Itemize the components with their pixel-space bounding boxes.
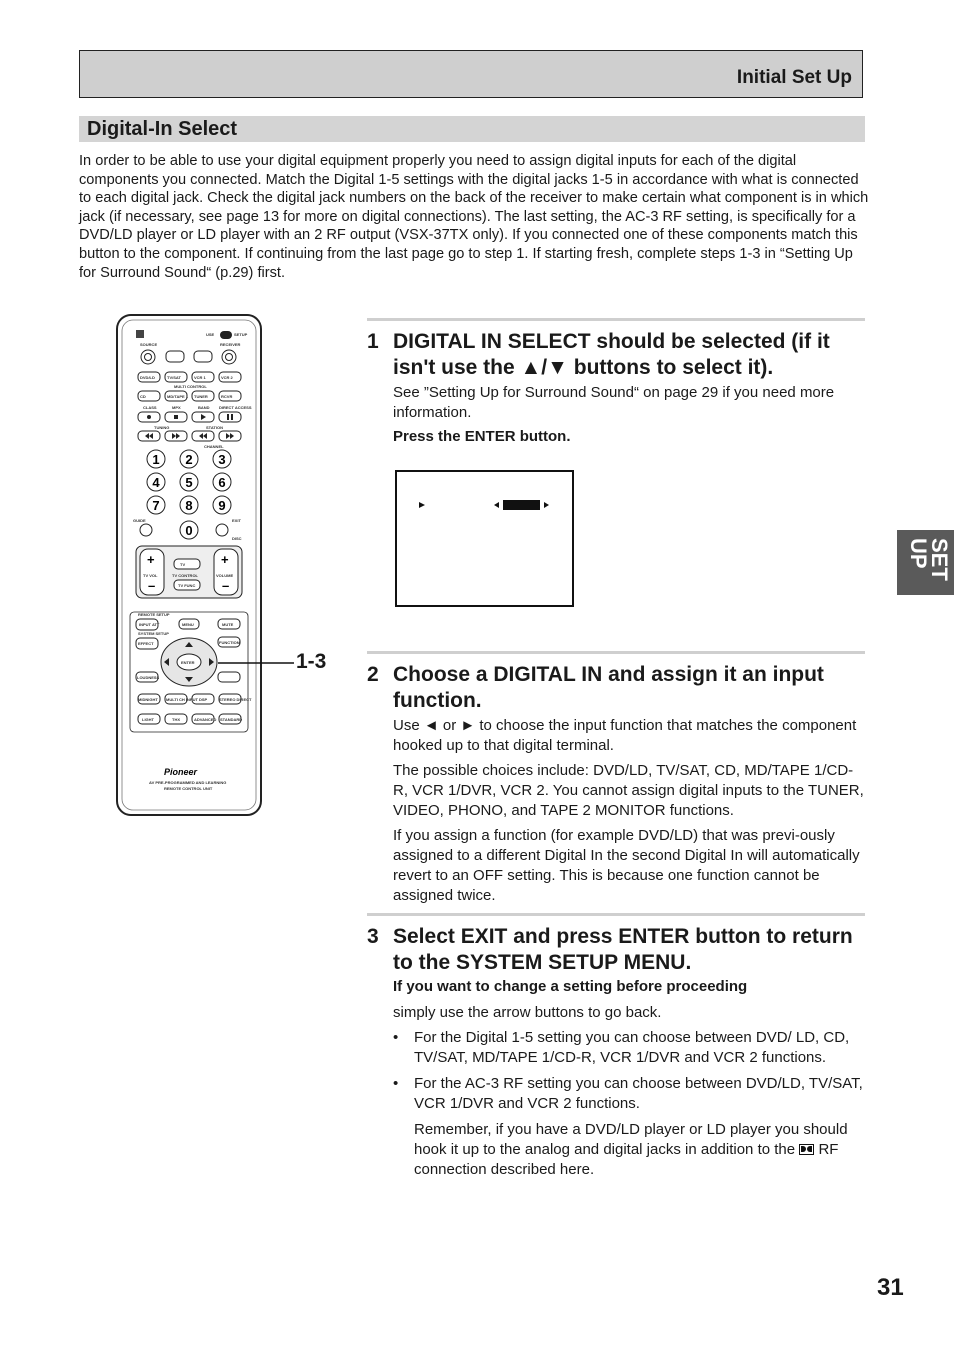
remote-label-standard: STANDARD [220, 717, 243, 722]
step1-number: 1 [367, 330, 379, 353]
remote-label-tuning: TUNING [154, 425, 170, 430]
remote-label-setup: SETUP [234, 332, 248, 337]
svg-text:+: + [147, 552, 155, 567]
digit-label: 2 [185, 452, 193, 467]
remote-label-disc: DISC [232, 536, 242, 541]
step1-rule [367, 318, 865, 321]
header-bar [79, 50, 863, 98]
remote-label-class: CLASS [143, 405, 157, 410]
remote-label-volume: VOLUME [216, 573, 234, 578]
remote-label-mpx: MPX [172, 405, 181, 410]
step3-heading: Select EXIT and press ENTER button to return to the SYSTEM SETUP MENU. [393, 925, 853, 974]
remote-label-menu: MENU [182, 622, 194, 627]
remote-label-system-setup: SYSTEM SETUP [138, 631, 169, 636]
step1-heading: DIGITAL IN SELECT should be selected (if it isn't use the ▲/▼ buttons to select it). [393, 330, 830, 379]
remote-label-band: BAND [198, 405, 210, 410]
digit-label: 0 [185, 523, 193, 538]
step3-text: simply use the arrow buttons to go back. [393, 1004, 662, 1021]
remote-caption-line2: REMOTE CONTROL UNIT [164, 786, 213, 791]
side-tab-label: SET UP [906, 538, 952, 581]
svg-text:+: + [221, 552, 229, 567]
step2-heading: Choose a DIGITAL IN and assign it an input function. [393, 663, 824, 712]
callout-label: 1-3 [296, 650, 327, 673]
function-button-label: TUNER [194, 394, 208, 399]
section-side-tab [897, 530, 954, 595]
brand-logo: Pioneer [164, 767, 198, 777]
page-number: 31 [877, 1274, 904, 1301]
direction-pad[interactable] [161, 638, 217, 686]
section-title: Digital-In Select [87, 118, 238, 140]
remote-label-station: STATION [206, 425, 223, 430]
remote-label-tv-func: TV FUNC [178, 583, 196, 588]
step2-paragraph-2: The possible choices include: DVD/LD, TV/SAT, CD, MD/TAPE 1/CD-R, VCR 1/DVR, VCR 2. You cannot assign digital inputs to the TUNER, VIDEO, PHONO, and TAPE 2 MONITOR functions. [393, 762, 864, 819]
step2-paragraph-1: Use ◄ or ► to choose the input function that matches the component hooked up to that digital terminal. [393, 717, 857, 754]
bullet-text-1: For the Digital 1-5 setting you can choose between DVD/ LD, CD, TV/SAT, MD/TAPE 1/CD-R, VCR 1/DVR and VCR 2 functions. [414, 1029, 850, 1066]
digit-label: 3 [218, 452, 226, 467]
remote-label-multi-control: MULTI CONTROL [174, 384, 207, 389]
arrow-left-icon [494, 502, 499, 508]
note-suffix: RF connection described here. [414, 1141, 839, 1178]
bullet-text-2: For the AC-3 RF setting you can choose between DVD/LD, TV/SAT, VCR 1/DVR and VCR 2 functions. [414, 1075, 863, 1112]
remote-label-light: LIGHT [142, 717, 154, 722]
digit-label: 1 [152, 452, 160, 467]
list-item: • For the AC-3 RF setting you can choose between DVD/LD, TV/SAT, VCR 1/DVR and VCR 2 functions. [393, 1075, 863, 1112]
remote-control-illustration [116, 314, 262, 816]
remote-label-mute: MUTE [222, 622, 234, 627]
svg-text:–: – [222, 578, 230, 593]
function-button-label: VCR 1 [194, 375, 206, 380]
arrow-right-icon [544, 502, 549, 508]
step2-rule [367, 651, 865, 654]
intro-paragraph: In order to be able to use your digital equipment properly you need to assign digital inputs for each of the digital components you connected. Match the Digital 1-5 settings with the digital jacks 1-5 in accordance with what is connected to each digital jack. Check the digital jack numbers on the back of the receiver to make certain what component is in which jack (if necessary, see page 13 for more on digital connections). The last setting, the AC-3 RF setting, is specifically for a DVD/LD player or LD player with an 2 RF output (VSX-37TX only). If you connected one of these components match this button to the component. If continuing from the last page go to step 1. If starting fresh, complete steps 1-3 in “Setting Up for Surround Sound“ (p.29) first. [79, 153, 869, 281]
digit-label: 7 [152, 498, 160, 513]
function-button-label: VCR 2 [221, 375, 233, 380]
remote-label-remote-setup: REMOTE SETUP [138, 612, 170, 617]
remote-label-channel: CHANNEL [204, 444, 224, 449]
remote-label-receiver: RECEIVER [220, 342, 241, 347]
remote-label-tv-control: TV CONTROL [172, 573, 198, 578]
digit-label: 8 [185, 498, 193, 513]
remote-label-thx: THX [172, 717, 180, 722]
step3-number: 3 [367, 925, 379, 948]
remote-label-loudness: LOUDNESS [137, 675, 160, 680]
note-prefix: Remember, if you have a DVD/LD player or LD player you should hook it up to the analog and digital jacks in addition to the [414, 1121, 848, 1158]
remote-label-use: USE [206, 332, 215, 337]
step3-bullet-list [393, 1028, 865, 1180]
svg-text:–: – [148, 578, 156, 593]
step3-rule [367, 913, 865, 916]
remote-label-advanced: ADVANCED [194, 717, 217, 722]
header-title: Initial Set Up [736, 67, 852, 88]
section-bar [79, 116, 865, 142]
step3-subheading: If you want to change a setting before proceeding [393, 978, 748, 995]
digit-label: 5 [185, 475, 193, 490]
remote-label-source: SOURCE [140, 342, 158, 347]
remote-label-stereo-direct: STEREO DIRECT [219, 697, 252, 702]
function-button-label: MD/TAPE 1 [167, 394, 189, 399]
step2-number: 2 [367, 663, 379, 686]
cursor-arrow-icon [419, 502, 425, 508]
indicator-icon [136, 330, 144, 338]
remote-label-multi-ch-input: MULTI CH INPUT [166, 697, 198, 702]
function-button-label: RCVR [221, 394, 233, 399]
step1-instruction: Press the ENTER button. [393, 428, 571, 445]
callout-line [210, 650, 295, 680]
function-button-label: CD [140, 394, 146, 399]
selection-highlight [503, 500, 540, 510]
function-button-label: TV/SAT [167, 375, 181, 380]
digit-label: 9 [218, 498, 226, 513]
remote-label-input-att: INPUT ATT [139, 622, 160, 627]
remote-label-guide: GUIDE [133, 518, 146, 523]
remote-label-dsp: DSP [199, 697, 208, 702]
step2-paragraph-3: If you assign a function (for example DVD/LD) that was previ-ously assigned to a different Digital In the second Digital In will automatically revert to an OFF setting. This is because one function cannot be assigned twice. [393, 827, 860, 904]
remote-label-direct-access: DIRECT ACCESS [219, 405, 252, 410]
remote-label-enter: ENTER [181, 660, 195, 665]
list-item: • For the Digital 1-5 setting you can choose between DVD/ LD, CD, TV/SAT, MD/TAPE 1/CD-R, VCR 1/DVR and VCR 2 functions. [393, 1029, 850, 1066]
remote-label-tv-vol: TV VOL [143, 573, 158, 578]
osd-screen [395, 470, 574, 607]
digit-label: 4 [152, 475, 160, 490]
remote-label-exit: EXIT [232, 518, 241, 523]
dolby-digital-icon [799, 1144, 814, 1155]
digit-label: 6 [218, 475, 226, 490]
remote-label-tv: TV [180, 562, 186, 567]
step1-text: See ”Setting Up for Surround Sound“ on page 29 if you need more information. [393, 384, 835, 421]
use-setup-switch[interactable] [220, 331, 232, 339]
tv-power-button[interactable] [174, 559, 200, 569]
function-button-label: DVD/LD [140, 375, 155, 380]
remote-caption-line1: AV PRE-PROGRAMMED AND LEARNING [149, 780, 227, 785]
remote-label-midnight: MIDNIGHT [138, 697, 158, 702]
step3-note [393, 1120, 865, 1180]
remote-label-effect: EFFECT [138, 641, 154, 646]
remote-label-function: FUNCTION [219, 640, 240, 645]
